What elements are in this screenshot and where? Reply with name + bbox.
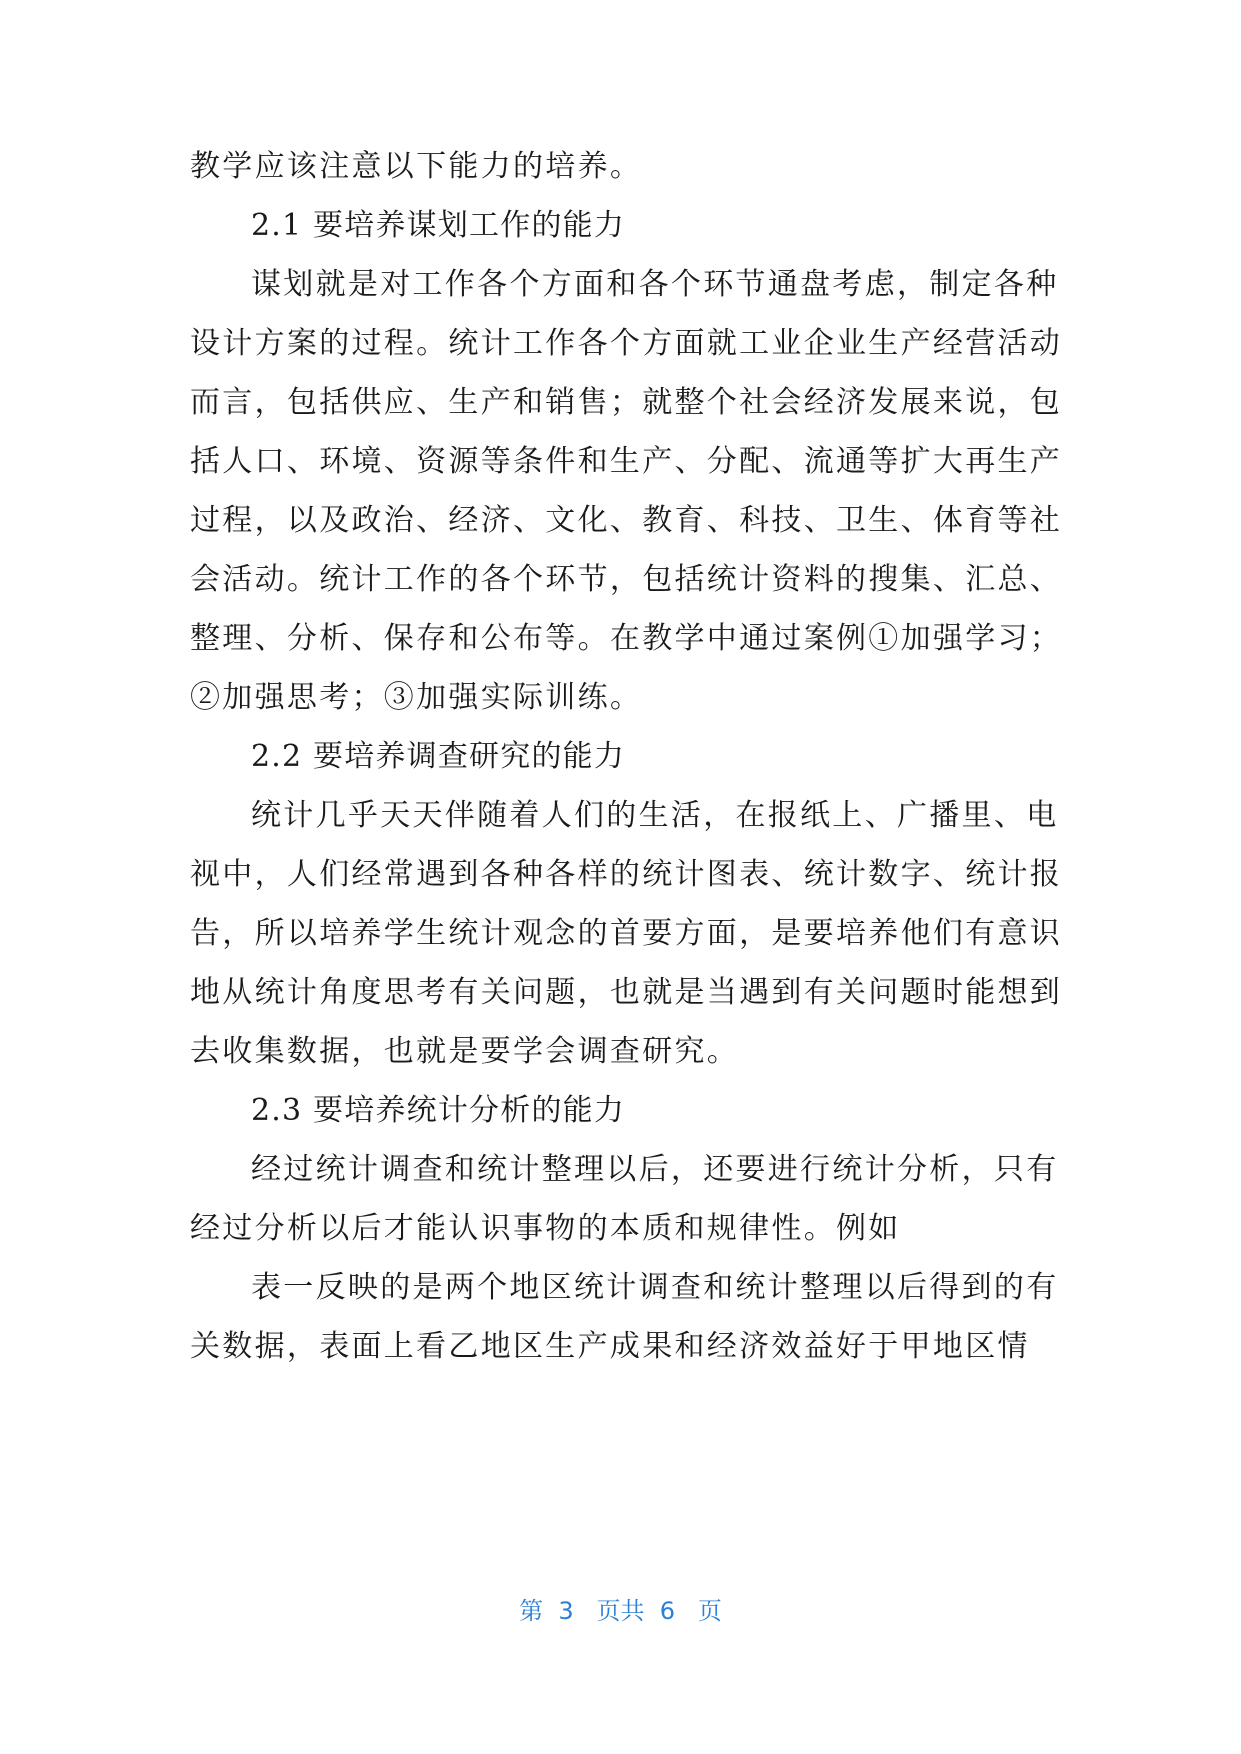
- paragraph-line: 设计方案的过程。统计工作各个方面就工业企业生产经营活动: [190, 326, 1063, 361]
- paragraph-line: ②加强思考；③加强实际训练。: [190, 680, 643, 715]
- paragraph-line: 经过统计调查和统计整理以后，还要进行统计分析，只有: [251, 1152, 1059, 1187]
- paragraph-line: 地从统计角度思考有关问题，也就是当遇到有关问题时能想到: [190, 975, 1063, 1010]
- paragraph-line: 而言，包括供应、生产和销售；就整个社会经济发展来说，包: [190, 385, 1063, 420]
- paragraph-line: 告，所以培养学生统计观念的首要方面，是要培养他们有意识: [190, 916, 1063, 951]
- paragraph-line: 表一反映的是两个地区统计调查和统计整理以后得到的有: [251, 1270, 1059, 1305]
- paragraph-line: 过程，以及政治、经济、文化、教育、科技、卫生、体育等社: [190, 503, 1063, 538]
- paragraph-line: 会活动。统计工作的各个环节，包括统计资料的搜集、汇总、: [190, 562, 1063, 597]
- paragraph-line: 教学应该注意以下能力的培养。: [190, 149, 643, 184]
- paragraph-line: 视中，人们经常遇到各种各样的统计图表、统计数字、统计报: [190, 857, 1063, 892]
- section-heading-2-2: 2.2 要培养调查研究的能力: [251, 739, 626, 774]
- paragraph-line: 括人口、环境、资源等条件和生产、分配、流通等扩大再生产: [190, 444, 1063, 479]
- paragraph-line: 整理、分析、保存和公布等。在教学中通过案例①加强学习；: [190, 621, 1063, 656]
- section-heading-2-3: 2.3 要培养统计分析的能力: [251, 1093, 626, 1128]
- section-heading-2-1: 2.1 要培养谋划工作的能力: [251, 208, 626, 243]
- paragraph-line: 谋划就是对工作各个方面和各个环节通盘考虑，制定各种: [251, 267, 1059, 302]
- paragraph-line: 经过分析以后才能认识事物的本质和规律性。例如: [190, 1211, 901, 1246]
- page-number-footer: 第 3 页共 6 页: [519, 1597, 722, 1625]
- paragraph-line: 关数据，表面上看乙地区生产成果和经济效益好于甲地区情: [190, 1329, 1030, 1364]
- paragraph-line: 统计几乎天天伴随着人们的生活，在报纸上、广播里、电: [251, 798, 1059, 833]
- paragraph-line: 去收集数据，也就是要学会调查研究。: [190, 1034, 740, 1069]
